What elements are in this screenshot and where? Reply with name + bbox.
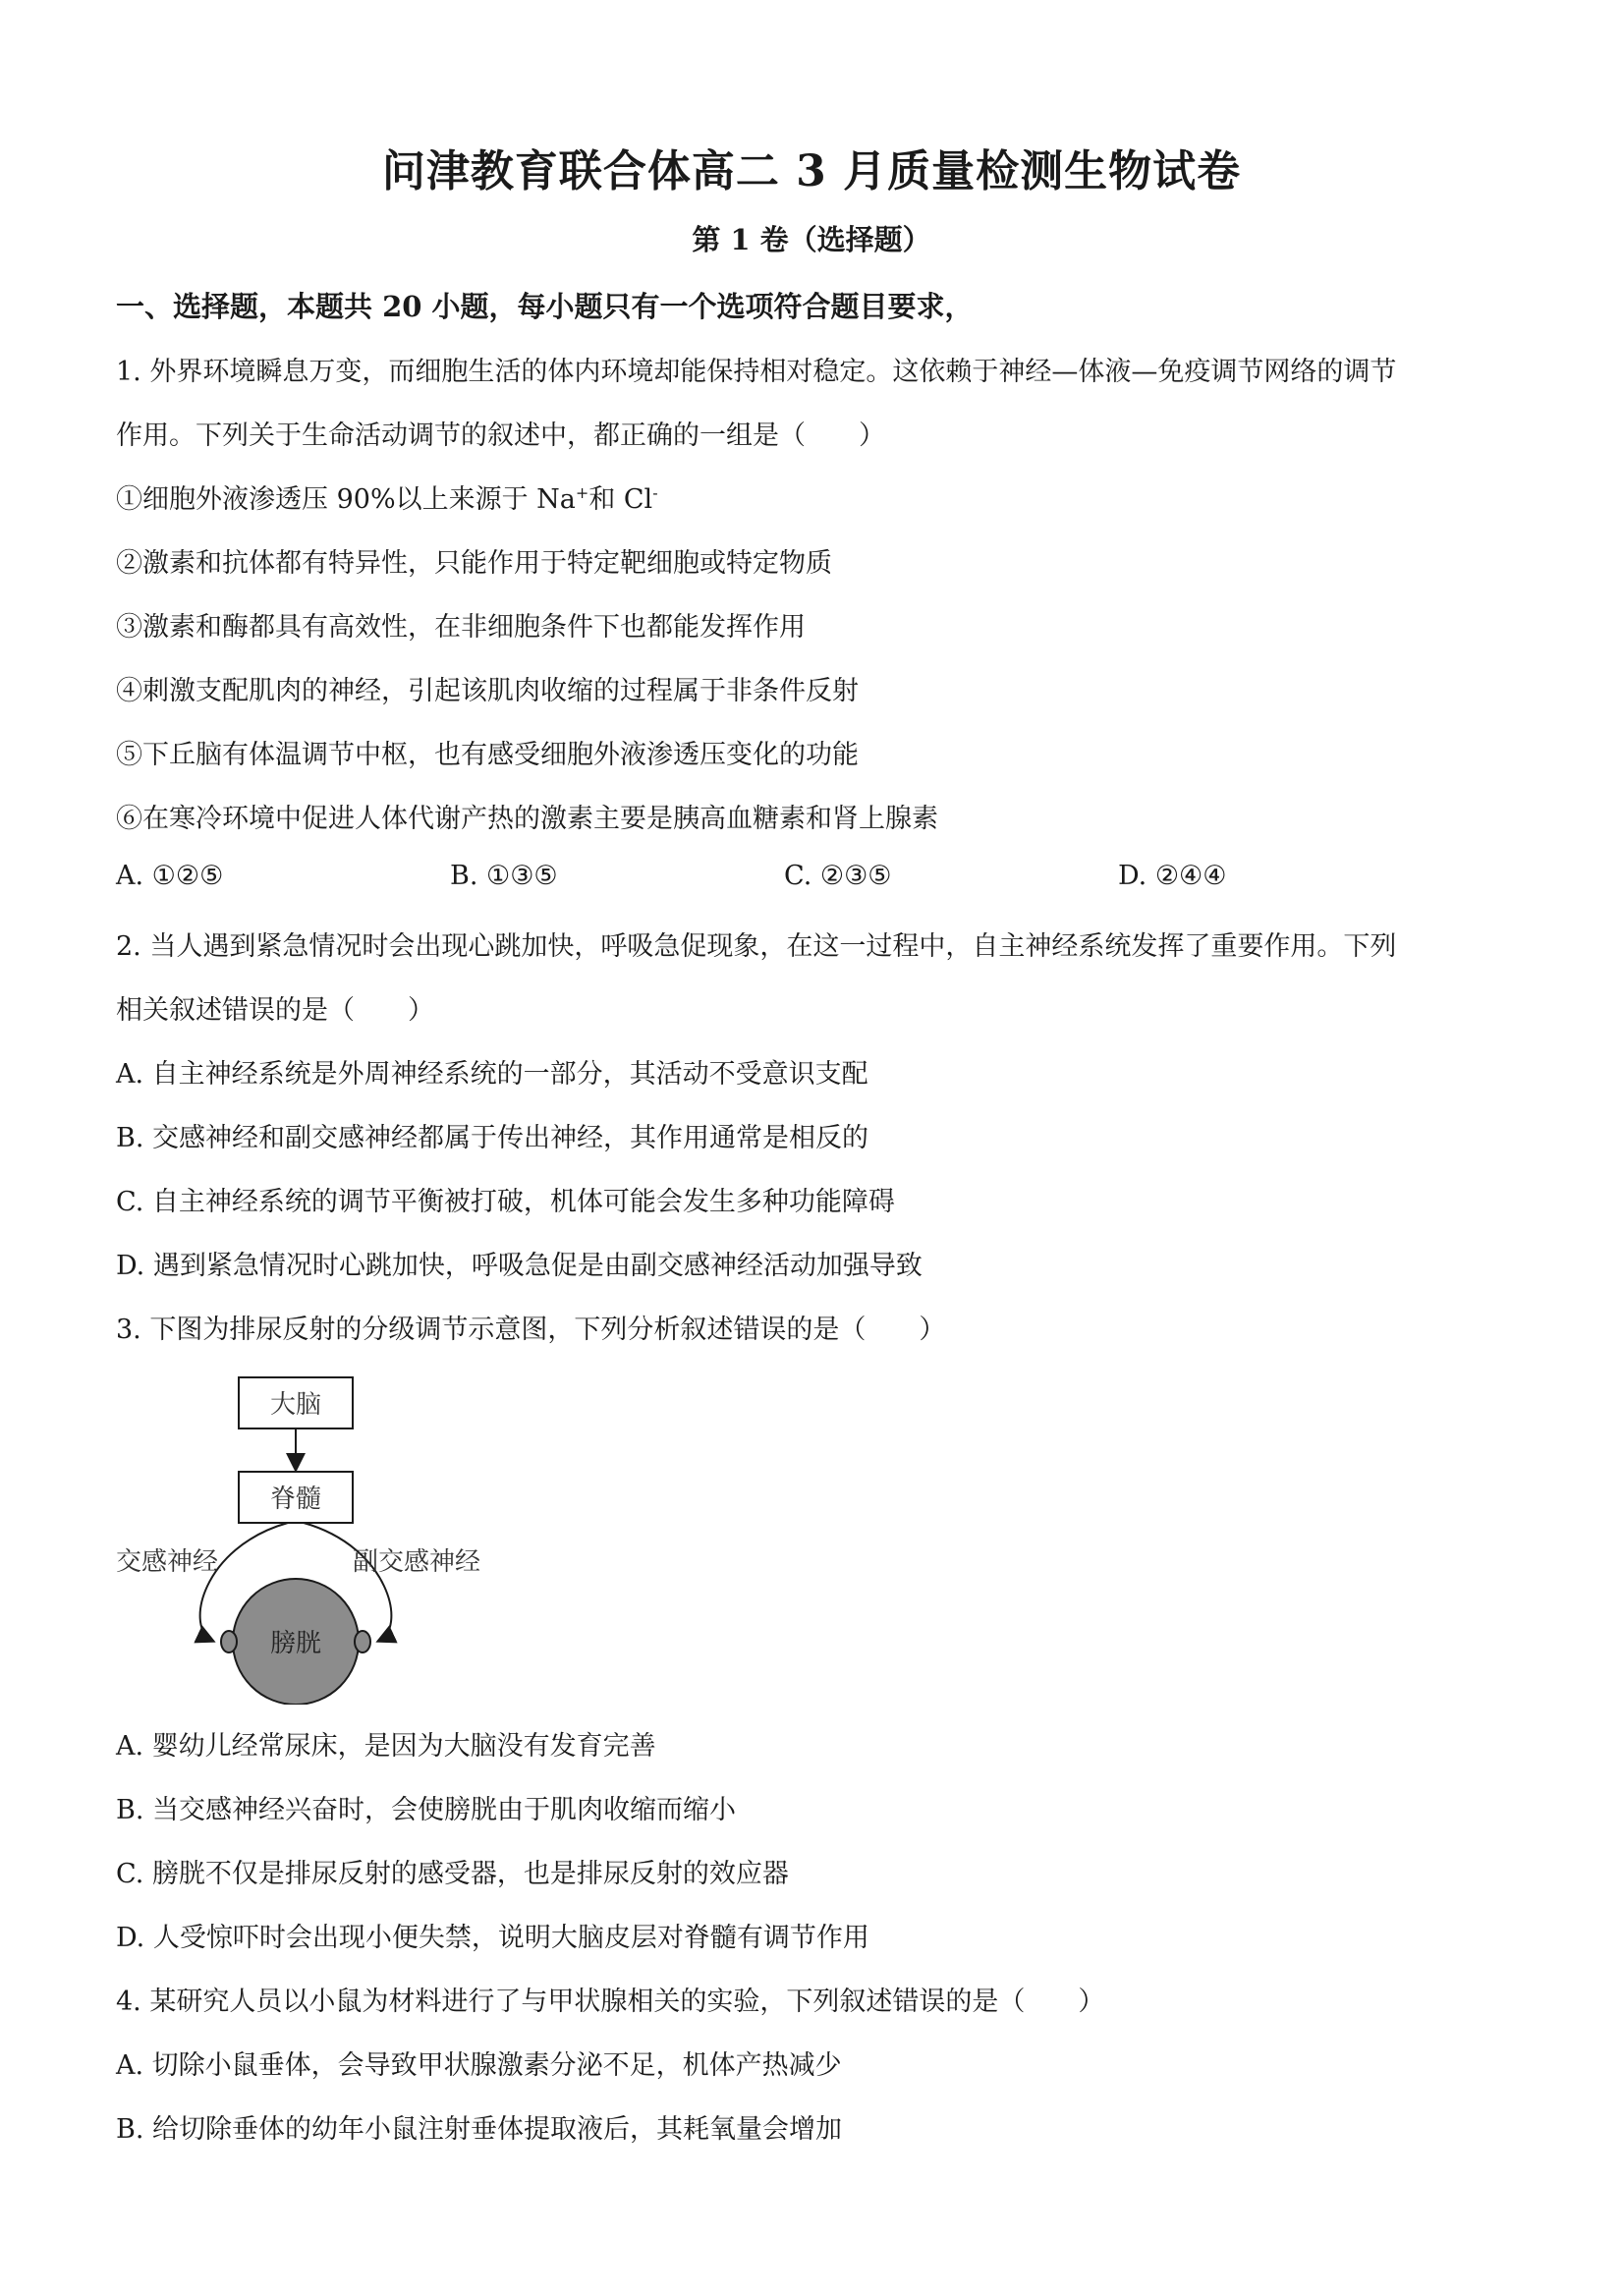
q2-stem-line2: 相关叙述错误的是（ ） <box>116 995 434 1026</box>
q1-option-a: A. ①②⑤ <box>116 861 224 891</box>
q1-item-6: ⑥在寒冷环境中促进人体代谢产热的激素主要是胰高血糖素和肾上腺素 <box>116 804 938 834</box>
q2-stem-line1: 2. 当人遇到紧急情况时会出现心跳加快，呼吸急促现象，在这一过程中，自主神经系统发挥了重要作用。下列 <box>116 931 1397 962</box>
q2-option-b: B. 交感神经和副交感神经都属于传出神经，其作用通常是相反的 <box>116 1123 869 1153</box>
q1-item-5: ⑤下丘脑有体温调节中枢，也有感受细胞外液渗透压变化的功能 <box>116 740 859 770</box>
bladder-right-node <box>355 1631 370 1652</box>
q1-stem-line2: 作用。下列关于生命活动调节的叙述中，都正确的一组是（ ） <box>116 420 885 451</box>
q3-option-c: C. 膀胱不仅是排尿反射的感受器，也是排尿反射的效应器 <box>116 1859 789 1889</box>
q1-item-4: ④刺激支配肌肉的神经，引起该肌肉收缩的过程属于非条件反射 <box>116 676 859 706</box>
q1-option-b: B. ①③⑤ <box>450 861 558 891</box>
q1-item-1-text-mid: 和 Cl <box>588 484 653 515</box>
bladder-label: 膀胱 <box>269 1629 322 1658</box>
q2-option-c: C. 自主神经系统的调节平衡被打破，机体可能会发生多种功能障碍 <box>116 1187 895 1217</box>
volume-subtitle: 第 1 卷（选择题） <box>692 223 931 256</box>
q3-option-d: D. 人受惊吓时会出现小便失禁，说明大脑皮层对脊髓有调节作用 <box>116 1923 869 1953</box>
urination-reflex-diagram <box>108 1371 540 1705</box>
bladder-left-node <box>221 1631 237 1652</box>
spinal-cord-label: 脊髓 <box>269 1484 322 1514</box>
section-heading: 一、选择题，本题共 20 小题，每小题只有一个选项符合题目要求， <box>116 290 974 323</box>
sympathetic-nerve-label: 交感神经 <box>116 1547 219 1577</box>
chloride-charge: - <box>652 483 658 502</box>
q3-option-b: B. 当交感神经兴奋时，会使膀胱由于肌肉收缩而缩小 <box>116 1795 737 1825</box>
q1-option-c: C. ②③⑤ <box>784 861 892 891</box>
parasympathetic-nerve-label: 副交感神经 <box>353 1547 481 1577</box>
q2-option-d: D. 遇到紧急情况时心跳加快，呼吸急促是由副交感神经活动加强导致 <box>116 1251 923 1281</box>
q3-stem: 3. 下图为排尿反射的分级调节示意图，下列分析叙述错误的是（ ） <box>116 1315 946 1345</box>
q1-item-1 <box>116 477 658 516</box>
brain-label: 大脑 <box>269 1390 322 1420</box>
sodium-charge: + <box>575 483 589 502</box>
q1-option-d: D. ②④④ <box>1118 861 1227 891</box>
q1-item-1-text: ①细胞外液渗透压 90%以上来源于 Na <box>116 484 576 515</box>
exam-title: 问津教育联合体高二 3 月质量检测生物试卷 <box>381 146 1242 196</box>
q1-stem-line1: 1. 外界环境瞬息万变，而细胞生活的体内环境却能保持相对稳定。这依赖于神经—体液—免疫调节网络的调节 <box>116 357 1397 387</box>
q4-option-b: B. 给切除垂体的幼年小鼠注射垂体提取液后，其耗氧量会增加 <box>116 2114 843 2145</box>
q3-option-a: A. 婴幼儿经常尿床，是因为大脑没有发育完善 <box>116 1731 656 1762</box>
q1-item-3: ③激素和酶都具有高效性，在非细胞条件下也都能发挥作用 <box>116 612 806 643</box>
q4-stem: 4. 某研究人员以小鼠为材料进行了与甲状腺相关的实验，下列叙述错误的是（ ） <box>116 1987 1105 2017</box>
q4-option-a: A. 切除小鼠垂体，会导致甲状腺激素分泌不足，机体产热减少 <box>116 2050 842 2081</box>
q1-item-2: ②激素和抗体都有特异性，只能作用于特定靶细胞或特定物质 <box>116 548 832 579</box>
q2-option-a: A. 自主神经系统是外周神经系统的一部分，其活动不受意识支配 <box>116 1059 868 1090</box>
